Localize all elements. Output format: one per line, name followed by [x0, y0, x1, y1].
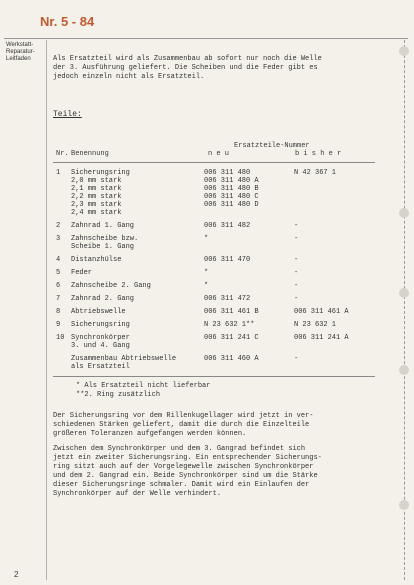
row-number: 2 — [56, 222, 61, 230]
row-benennung: Sicherungsring 2,0 mm stark 2,1 mm stark 2,2 mm stark 2,3 mm stark 2,4 mm stark — [71, 169, 130, 217]
row-bisher: 006 311 241 A — [294, 334, 349, 342]
table-row — [53, 295, 375, 308]
table-row — [53, 321, 375, 334]
row-bisher: N 23 632 1 — [294, 321, 337, 329]
binder-hole — [399, 208, 409, 218]
row-neu: 006 311 241 C — [204, 334, 259, 342]
row-bisher: 006 311 461 A — [294, 308, 349, 316]
table-row — [53, 222, 375, 235]
col-nr: Nr. — [56, 150, 69, 158]
row-number: 7 — [56, 295, 61, 303]
row-neu: 006 311 470 — [204, 256, 251, 264]
table-row — [53, 256, 375, 269]
row-neu: * — [204, 282, 209, 290]
row-bisher: - — [294, 256, 299, 264]
row-neu: 006 311 472 — [204, 295, 251, 303]
binder-hole — [399, 288, 409, 298]
row-number: 6 — [56, 282, 61, 290]
table-row — [53, 355, 375, 376]
row-number: 1 — [56, 169, 61, 177]
document-number: Nr. 5 - 84 — [40, 14, 95, 29]
table-row — [53, 235, 375, 256]
paragraph-sicherungsring: Der Sicherungsring vor dem Rillenkugellager wird jetzt in ver- schiedenen Stärken geliefert, damit die durch die Einzelteile größeren Toleranzen aufgefangen werden können. — [53, 412, 314, 438]
row-neu: * — [204, 235, 209, 243]
row-benennung: Distanzhülse — [71, 256, 122, 264]
table-body — [53, 169, 375, 376]
row-number: 5 — [56, 269, 61, 277]
table-row — [53, 334, 375, 355]
row-number: 9 — [56, 321, 61, 329]
row-benennung: Zusammenbau Abtriebswelle als Ersatzteil — [71, 355, 177, 371]
group-header: Ersatzteile-Nummer — [234, 142, 310, 150]
row-bisher: - — [294, 295, 299, 303]
row-number: 10 — [56, 334, 65, 342]
table-row — [53, 282, 375, 295]
row-number: 8 — [56, 308, 61, 316]
table-row — [53, 169, 375, 222]
row-neu: 006 311 482 — [204, 222, 251, 230]
section-title: Teile: — [53, 110, 82, 119]
row-benennung: Zahnrad 1. Gang — [71, 222, 135, 230]
row-bisher: - — [294, 235, 299, 243]
binder-hole — [399, 46, 409, 56]
table-row — [53, 308, 375, 321]
row-benennung: Feder — [71, 269, 93, 277]
row-benennung: Synchronkörper 3. und 4. Gang — [71, 334, 130, 350]
col-bisher: b i s h e r — [295, 150, 342, 158]
paragraph-synchronkoerper: Zwischen dem Synchronkörper und dem 3. Gangrad befindet sich jetzt ein zweiter Sicherungsring. Ein entsprechender Sicherungs- ring sitzt auch auf der Vorgelegewelle zwischen Synchronkörper und dem 2. Gangrad ein. Beide Synchronkörper sind um die Stärke dieser Sicherungsringe schmaler. Damit wird ein Einlaufen der Synchronkörper auf der Welle verhindert. — [53, 445, 322, 498]
row-number: 4 — [56, 256, 61, 264]
table-bottom-rule — [53, 376, 375, 377]
row-bisher: - — [294, 355, 299, 363]
binder-hole — [399, 500, 409, 510]
parts-table — [53, 138, 375, 377]
row-bisher: N 42 367 1 — [294, 169, 337, 177]
page-number: 2 — [14, 570, 19, 579]
table-row — [53, 269, 375, 282]
margin-rule — [46, 40, 47, 580]
row-benennung: Abtriebswelle — [71, 308, 126, 316]
side-title: Werkstatt- Reparatur- Leitfaden — [6, 42, 35, 62]
row-bisher: - — [294, 269, 299, 277]
row-bisher: - — [294, 222, 299, 230]
footnotes: * Als Ersatzteil nicht lieferbar **2. Ring zusätzlich — [76, 382, 211, 399]
row-neu: * — [204, 269, 209, 277]
row-benennung: Zahnscheibe 2. Gang — [71, 282, 151, 290]
row-benennung: Zahnscheibe bzw. Scheibe 1. Gang — [71, 235, 139, 251]
row-neu: 006 311 460 A — [204, 355, 259, 363]
col-benennung: Benennung — [71, 150, 109, 158]
perforation-line — [404, 40, 405, 580]
row-neu: N 23 632 1** — [204, 321, 255, 329]
header-rule — [53, 162, 375, 163]
row-bisher: - — [294, 282, 299, 290]
table-header — [53, 138, 375, 162]
row-benennung: Zahnrad 2. Gang — [71, 295, 135, 303]
col-neu: n e u — [208, 150, 230, 158]
row-neu: 006 311 480 006 311 480 A 006 311 480 B 006 311 480 C 006 311 480 D — [204, 169, 259, 209]
binder-hole — [399, 365, 409, 375]
intro-paragraph: Als Ersatzteil wird als Zusammenbau ab sofort nur noch die Welle der 3. Ausführung geliefert. Die Scheiben und die Feder gibt es jedoch einzeln nicht als Ersatzteil. — [53, 55, 322, 81]
row-benennung: Sicherungsring — [71, 321, 130, 329]
row-neu: 006 311 461 B — [204, 308, 259, 316]
row-number: 3 — [56, 235, 61, 243]
top-rule — [4, 38, 408, 39]
